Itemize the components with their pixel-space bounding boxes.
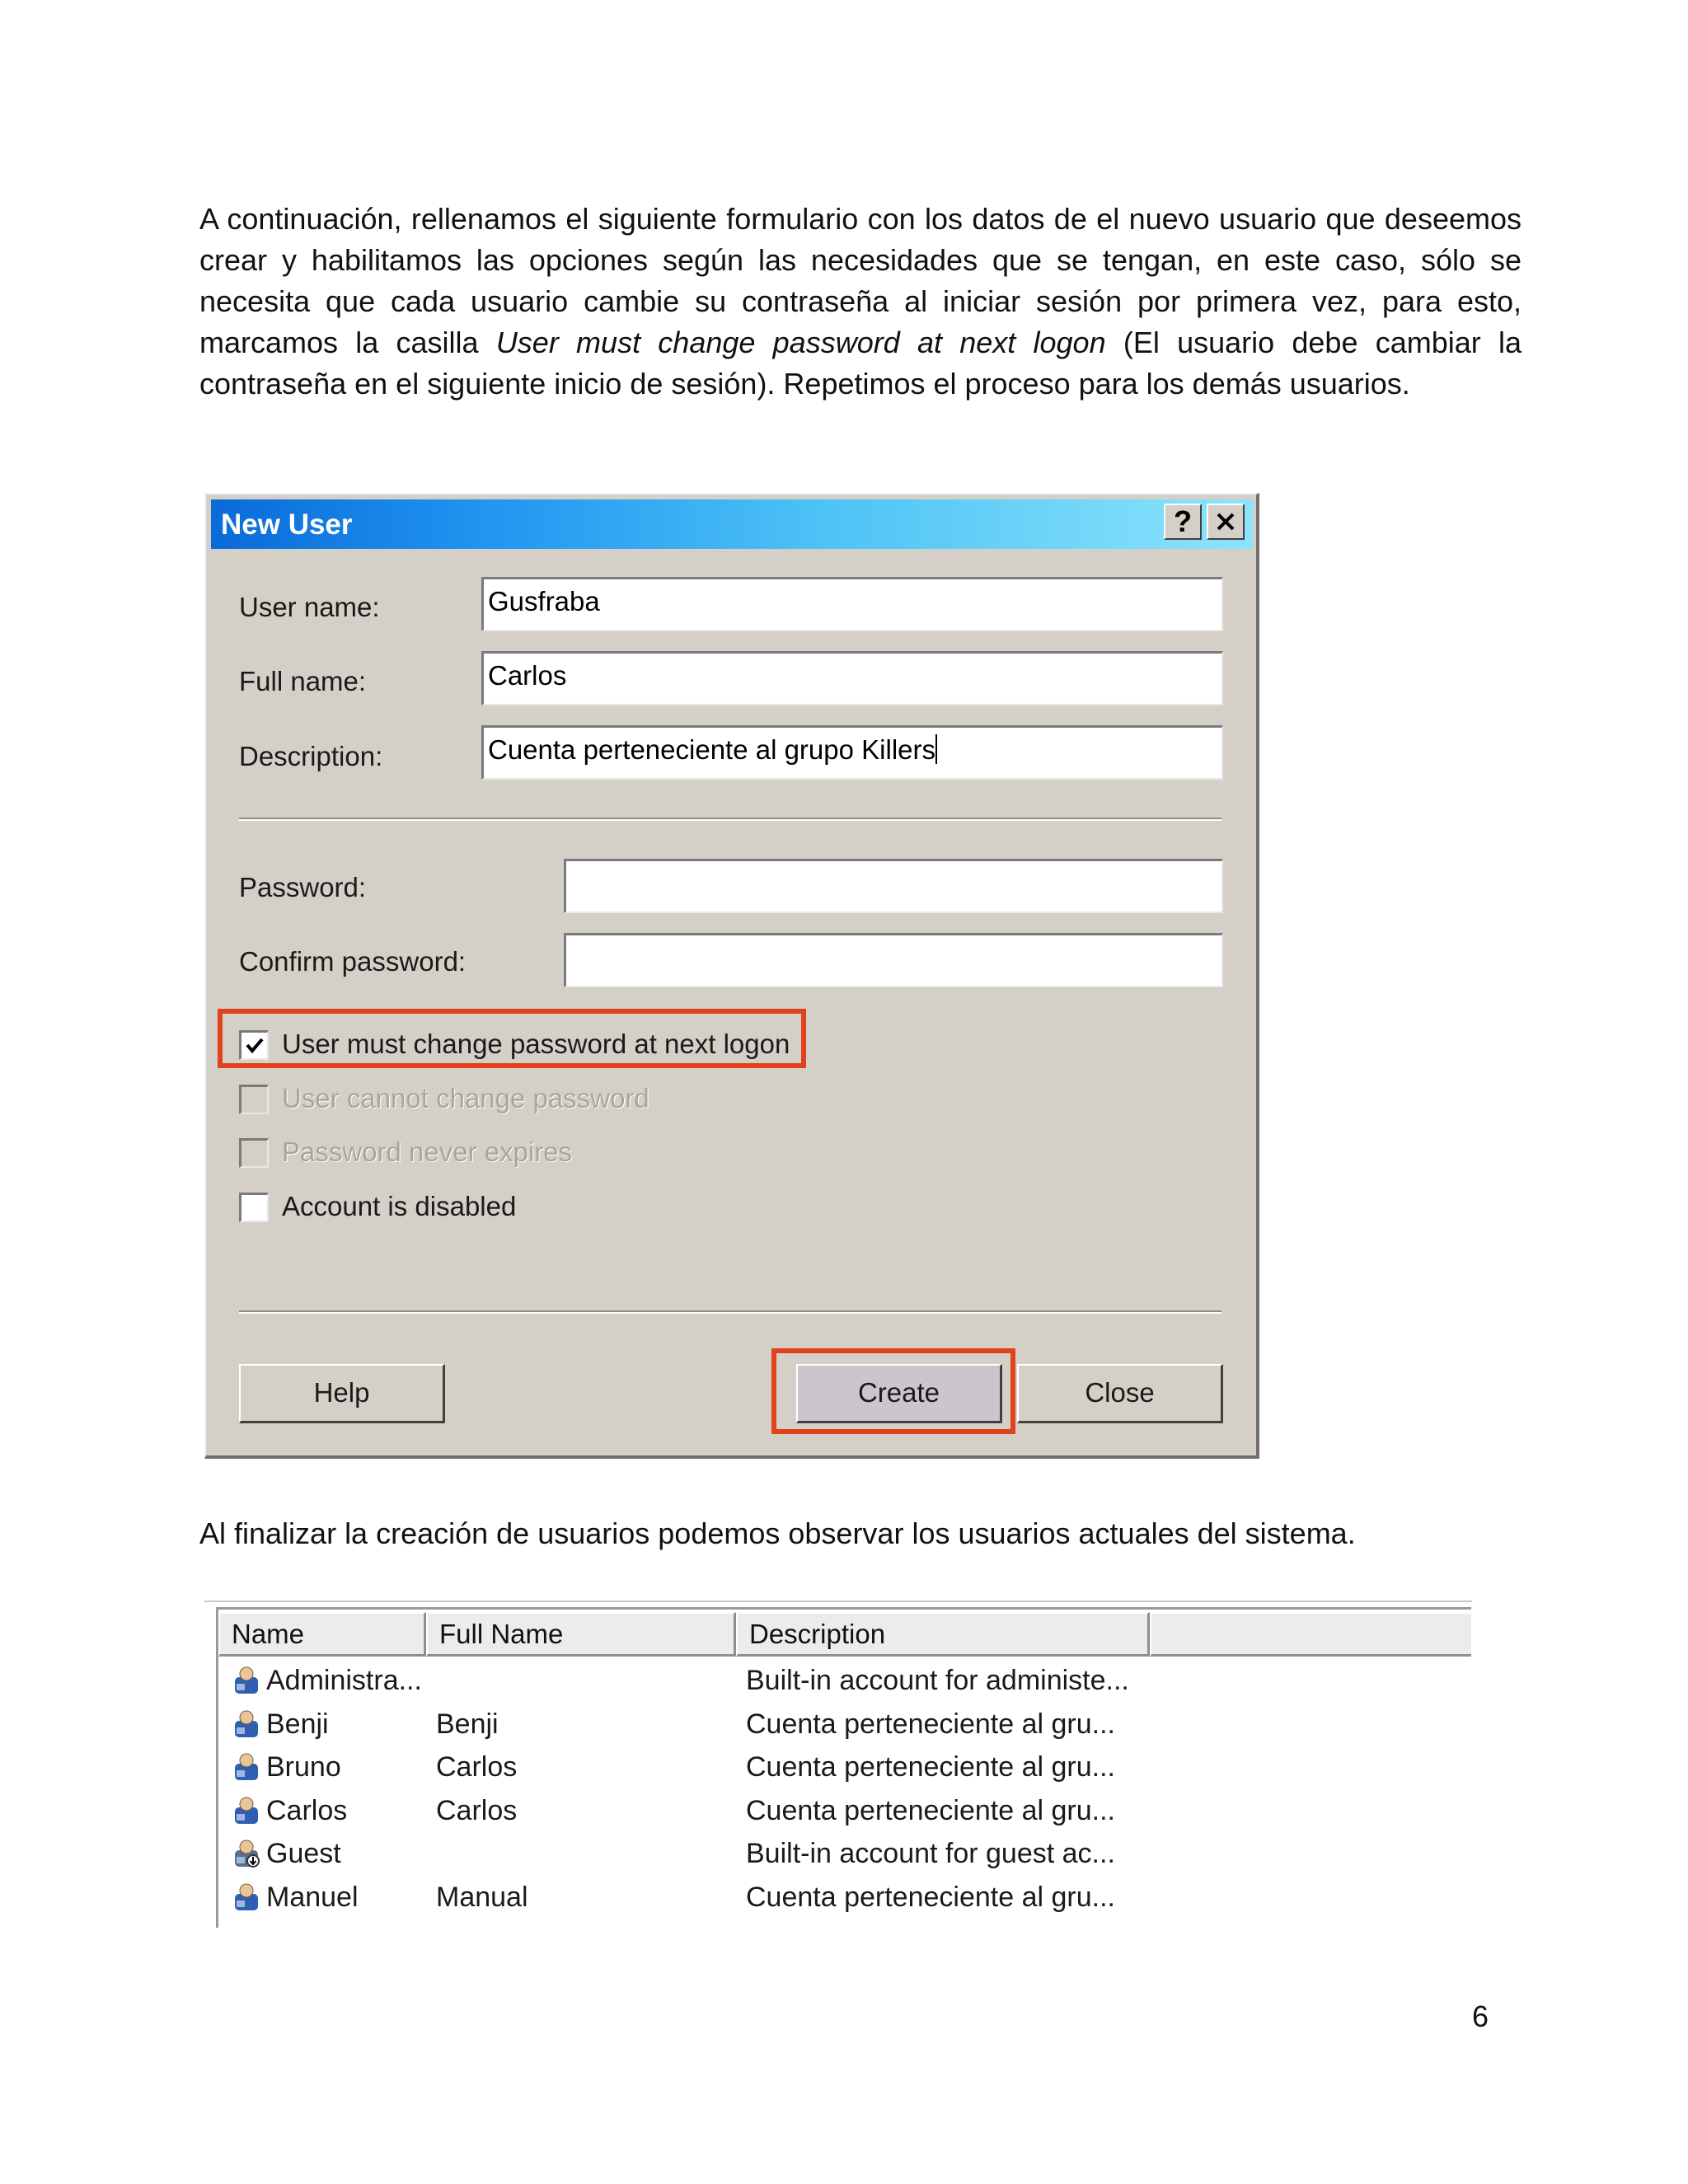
cell-full-name: Carlos — [436, 1751, 518, 1783]
user-icon — [232, 1796, 261, 1825]
cell-description: Cuenta perteneciente al gru... — [746, 1751, 1115, 1783]
cell-full-name: Carlos — [436, 1794, 518, 1826]
description-label: Description: — [239, 741, 383, 771]
create-highlight — [771, 1348, 1015, 1434]
account-disabled-checkbox[interactable] — [239, 1193, 269, 1222]
separator — [239, 1310, 1221, 1314]
cell-description: Cuenta perteneciente al gru... — [746, 1794, 1115, 1826]
new-user-dialog — [204, 493, 1259, 1459]
table-row[interactable] — [218, 1789, 1471, 1832]
cell-name: Bruno — [266, 1751, 341, 1783]
cell-name: Guest — [266, 1838, 341, 1869]
list-frame — [204, 1601, 1472, 1602]
column-header-name[interactable]: Name — [218, 1612, 426, 1657]
description-value: Cuenta perteneciente al grupo Killers — [488, 734, 936, 765]
cell-description: Cuenta perteneciente al gru... — [746, 1708, 1115, 1740]
help-titlebar-button[interactable]: ? — [1164, 504, 1202, 540]
password-field[interactable] — [564, 859, 1223, 913]
table-row[interactable] — [218, 1832, 1471, 1875]
password-label: Password: — [239, 872, 367, 902]
dialog-title: New User — [221, 509, 353, 541]
help-button[interactable]: Help — [239, 1364, 445, 1423]
user-disabled-icon — [232, 1839, 261, 1868]
intro-paragraph — [199, 199, 1522, 405]
intro-italic-option: User must change password at next logon — [495, 326, 1106, 359]
user-icon — [232, 1882, 261, 1912]
cell-description: Cuenta perteneciente al gru... — [746, 1881, 1115, 1913]
confirm-password-field[interactable] — [564, 933, 1223, 987]
close-titlebar-button[interactable] — [1207, 504, 1245, 540]
user-name-field[interactable]: Gusfraba — [481, 577, 1223, 631]
password-never-expires-checkbox — [239, 1138, 269, 1168]
password-never-expires-option — [239, 1135, 799, 1171]
account-disabled-option[interactable] — [239, 1189, 799, 1226]
cell-name: Benji — [266, 1708, 329, 1740]
column-header-empty — [1150, 1612, 1471, 1657]
close-icon — [1216, 512, 1236, 532]
column-header-description[interactable]: Description — [736, 1612, 1150, 1657]
result-paragraph: Al finalizar la creación de usuarios podemos observar los usuarios actuales del sistema. — [199, 1516, 1356, 1550]
users-list[interactable] — [216, 1607, 1471, 1928]
text-cursor — [935, 734, 937, 764]
cell-full-name: Manual — [436, 1881, 528, 1913]
user-name-label: User name: — [239, 592, 380, 622]
full-name-label: Full name: — [239, 666, 367, 696]
table-row[interactable] — [218, 1703, 1471, 1746]
cannot-change-password-option — [239, 1081, 799, 1118]
intro-text-end: (El usuario debe cambiar la contraseña en el siguiente inicio de sesión). Repetimos el proceso para los demás usuarios. — [199, 326, 1522, 401]
must-change-password-label: User must change password at next logon — [282, 1029, 790, 1059]
description-field[interactable] — [481, 725, 1223, 780]
table-row[interactable] — [218, 1659, 1471, 1702]
cell-name: Carlos — [266, 1794, 348, 1826]
table-row[interactable] — [218, 1876, 1471, 1919]
dialog-titlebar — [211, 499, 1253, 549]
cell-description: Built-in account for administe... — [746, 1665, 1129, 1696]
table-row[interactable] — [218, 1746, 1471, 1788]
cell-name: Administra... — [266, 1665, 422, 1696]
password-never-expires-label: Password never expires — [282, 1137, 573, 1167]
column-header-full-name[interactable]: Full Name — [426, 1612, 736, 1657]
confirm-password-label: Confirm password: — [239, 946, 467, 977]
separator — [239, 818, 1221, 821]
cell-description: Built-in account for guest ac... — [746, 1838, 1115, 1869]
close-button[interactable]: Close — [1017, 1364, 1223, 1423]
cell-full-name: Benji — [436, 1708, 499, 1740]
intro-text: A continuación, rellenamos el siguiente formulario con los datos de el nuevo usuario que deseemos crear y habilitamos las opciones según las necesidades que se tengan, en este caso, sólo se necesita que cada usuario cambie su contraseña al iniciar sesión por primera vez, para esto, marcamos la casilla — [199, 202, 1522, 359]
user-icon — [232, 1666, 261, 1695]
page-number: 6 — [1472, 1999, 1489, 2033]
cannot-change-password-checkbox — [239, 1085, 269, 1114]
cannot-change-password-label: User cannot change password — [282, 1083, 649, 1113]
checkbox-highlight — [218, 1009, 806, 1068]
user-icon — [232, 1709, 261, 1739]
account-disabled-label: Account is disabled — [282, 1191, 517, 1221]
user-icon — [232, 1752, 261, 1782]
create-button[interactable]: Create — [796, 1364, 1002, 1423]
full-name-field[interactable]: Carlos — [481, 651, 1223, 705]
cell-name: Manuel — [266, 1881, 359, 1913]
